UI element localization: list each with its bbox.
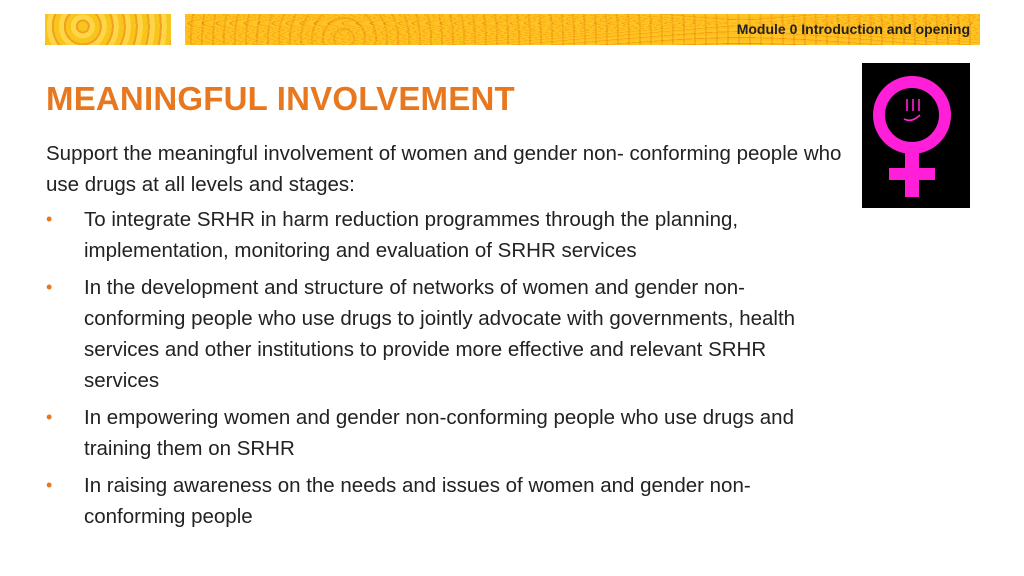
bullet-icon: •	[46, 407, 53, 427]
feminist-fist-venus-icon	[862, 63, 970, 208]
list-item	[46, 402, 846, 464]
feminist-symbol-image	[862, 63, 970, 208]
bullet-list	[46, 204, 846, 532]
bullet-text: In empowering women and gender non-conforming people who use drugs and training them on SRHR	[84, 406, 794, 460]
bullet-icon: •	[46, 277, 53, 297]
bullet-text: In raising awareness on the needs and issues of women and gender non-conforming people	[84, 474, 751, 528]
intro-text: Support the meaningful involvement of women and gender non- conforming people who use drugs at all levels and stages:	[46, 142, 842, 196]
list-item	[46, 204, 846, 266]
list-item	[46, 272, 846, 396]
bullet-text: In the development and structure of networks of women and gender non-conforming people who use drugs to jointly advocate with governments, health services and other institutions to provide more effective and relevant SRHR services	[84, 276, 796, 392]
decorative-banner-left	[45, 14, 171, 45]
list-item	[46, 470, 846, 532]
bullet-icon: •	[46, 209, 53, 229]
slide-title: MEANINGFUL INVOLVEMENT	[46, 80, 515, 117]
bullet-icon: •	[46, 475, 53, 495]
header-banner	[185, 14, 980, 45]
slide-body	[46, 138, 846, 538]
bullet-text: To integrate SRHR in harm reduction programmes through the planning, implementation, monitoring and evaluation of SRHR services	[84, 208, 739, 262]
module-label: Module 0 Introduction and opening	[736, 21, 970, 37]
